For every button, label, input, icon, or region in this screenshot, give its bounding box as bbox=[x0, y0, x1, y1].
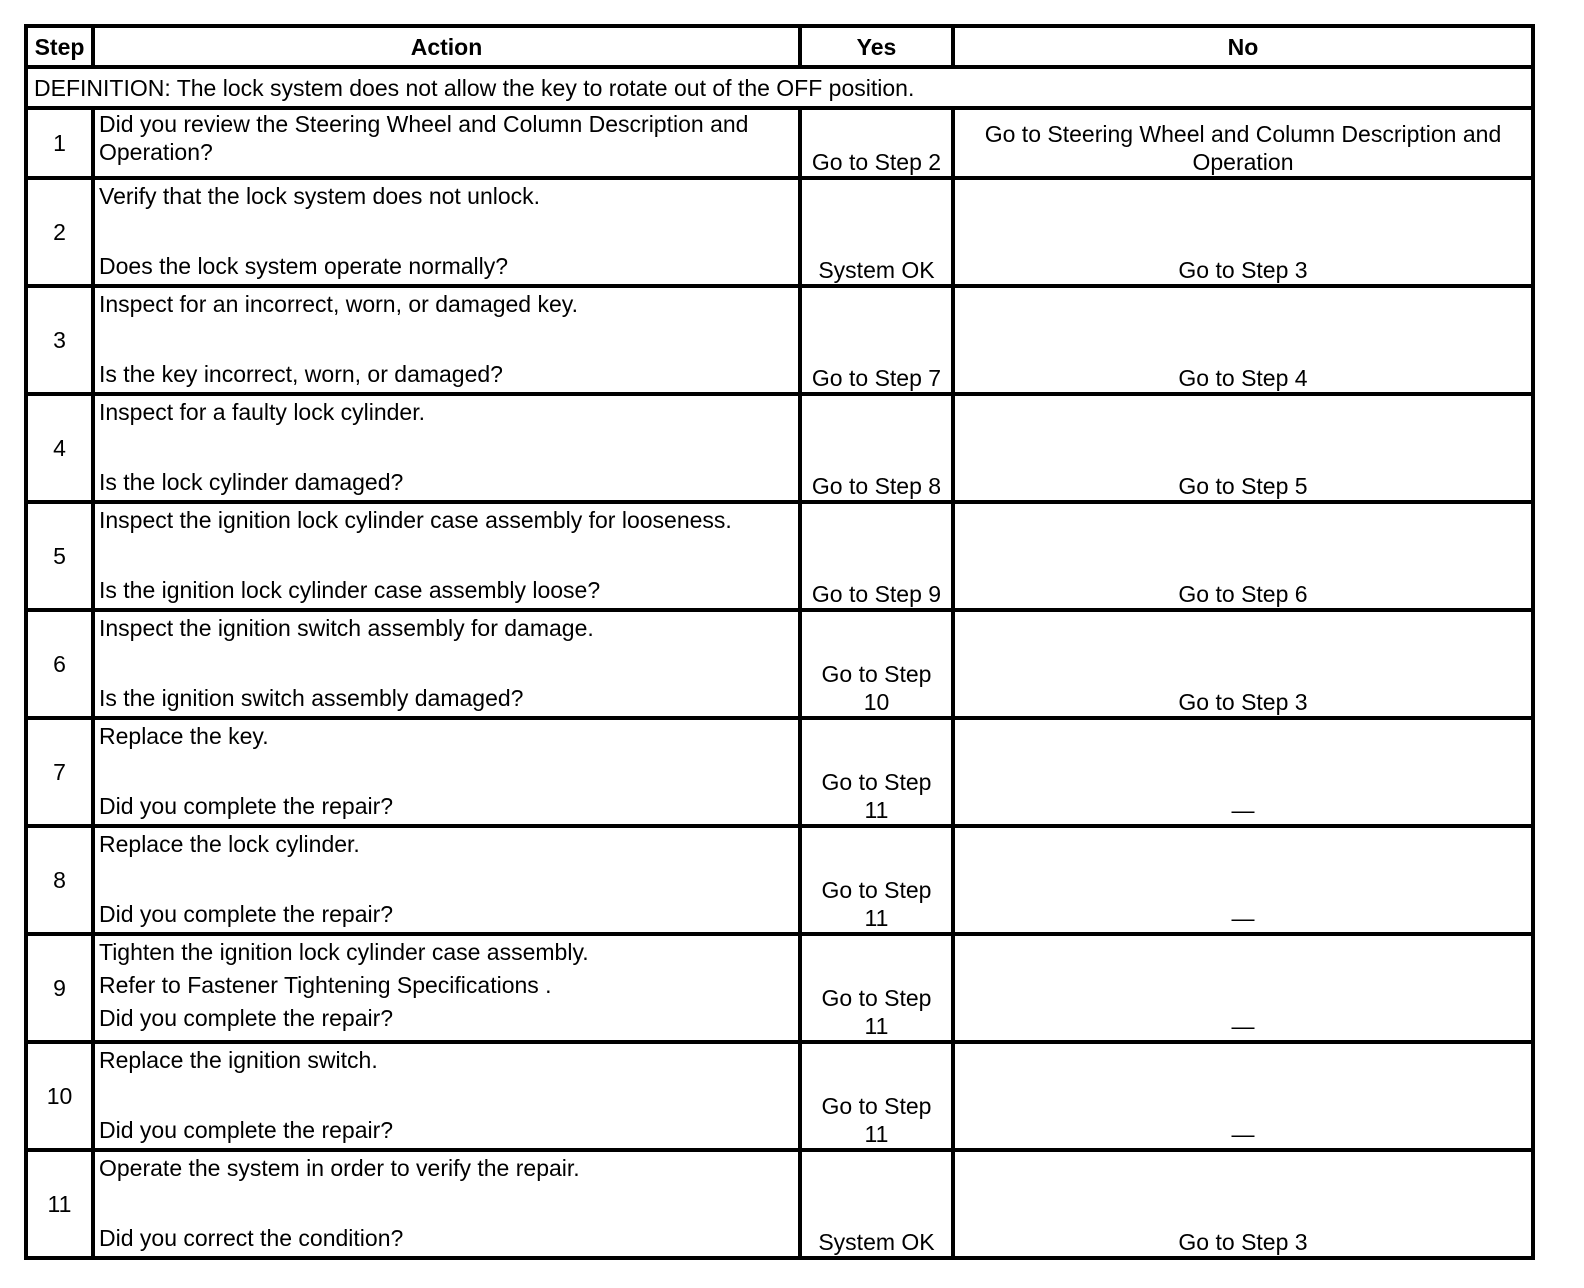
step-number: 8 bbox=[26, 826, 93, 934]
definition-row bbox=[26, 67, 1533, 108]
definition-text: DEFINITION: The lock system does not allow the key to rotate out of the OFF position. bbox=[26, 67, 1533, 108]
step-number: 5 bbox=[26, 502, 93, 610]
yes-cell: Go to Step 7 bbox=[800, 286, 953, 394]
action-question: Does the lock system operate normally? bbox=[99, 253, 509, 279]
no-cell: — bbox=[953, 718, 1533, 826]
yes-cell: Go to Step 10 bbox=[800, 610, 953, 718]
table-row bbox=[26, 934, 1533, 1042]
action-cell bbox=[93, 502, 800, 610]
action-cell bbox=[93, 1042, 800, 1150]
action-cell bbox=[93, 108, 800, 178]
header-yes: Yes bbox=[800, 26, 953, 67]
action-question: Is the key incorrect, worn, or damaged? bbox=[99, 361, 503, 387]
action-question: Did you complete the repair? bbox=[99, 1117, 394, 1143]
no-cell: Go to Step 6 bbox=[953, 502, 1533, 610]
action-text: Inspect the ignition switch assembly for damage. bbox=[99, 615, 594, 641]
step-number: 2 bbox=[26, 178, 93, 286]
table-row bbox=[26, 610, 1533, 718]
table-row bbox=[26, 502, 1533, 610]
yes-cell: System OK bbox=[800, 178, 953, 286]
step-number: 9 bbox=[26, 934, 93, 1042]
action-cell bbox=[93, 934, 800, 1042]
table-row bbox=[26, 178, 1533, 286]
step-number: 1 bbox=[26, 108, 93, 178]
yes-cell: Go to Step 9 bbox=[800, 502, 953, 610]
step-number: 7 bbox=[26, 718, 93, 826]
header-no: No bbox=[953, 26, 1533, 67]
header-action: Action bbox=[93, 26, 800, 67]
action-question: Is the ignition lock cylinder case assembly loose? bbox=[99, 577, 601, 603]
yes-cell: System OK bbox=[800, 1150, 953, 1258]
diagnostic-table bbox=[24, 24, 1535, 1260]
yes-cell: Go to Step 11 bbox=[800, 934, 953, 1042]
action-reference: Refer to Fastener Tightening Specifications . bbox=[99, 972, 552, 998]
action-question: Is the ignition switch assembly damaged? bbox=[99, 685, 524, 711]
action-question: Is the lock cylinder damaged? bbox=[99, 469, 404, 495]
action-cell bbox=[93, 826, 800, 934]
table-row bbox=[26, 718, 1533, 826]
action-question: Did you complete the repair? bbox=[99, 901, 394, 927]
table-row bbox=[26, 826, 1533, 934]
no-cell: Go to Step 3 bbox=[953, 178, 1533, 286]
yes-cell: Go to Step 2 bbox=[800, 108, 953, 178]
table-row bbox=[26, 286, 1533, 394]
no-cell: — bbox=[953, 934, 1533, 1042]
step-number: 10 bbox=[26, 1042, 93, 1150]
action-cell bbox=[93, 286, 800, 394]
action-question: Did you complete the repair? bbox=[99, 1005, 394, 1031]
action-text: Inspect for an incorrect, worn, or damaged key. bbox=[99, 291, 578, 317]
action-question: Did you complete the repair? bbox=[99, 793, 394, 819]
table-row bbox=[26, 108, 1533, 178]
step-number: 3 bbox=[26, 286, 93, 394]
action-cell bbox=[93, 718, 800, 826]
action-text: Replace the lock cylinder. bbox=[99, 831, 360, 857]
no-cell: Go to Steering Wheel and Column Description and Operation bbox=[953, 108, 1533, 178]
header-step: Step bbox=[26, 26, 93, 67]
action-text: Inspect for a faulty lock cylinder. bbox=[99, 399, 425, 425]
action-text: Inspect the ignition lock cylinder case assembly for looseness. bbox=[99, 507, 732, 533]
action-text: Operate the system in order to verify the repair. bbox=[99, 1155, 580, 1181]
action-cell bbox=[93, 178, 800, 286]
step-number: 4 bbox=[26, 394, 93, 502]
action-cell bbox=[93, 394, 800, 502]
step-number: 6 bbox=[26, 610, 93, 718]
yes-cell: Go to Step 11 bbox=[800, 1042, 953, 1150]
action-text: Replace the key. bbox=[99, 723, 269, 749]
no-cell: Go to Step 3 bbox=[953, 610, 1533, 718]
header-row bbox=[26, 26, 1533, 67]
no-cell: Go to Step 3 bbox=[953, 1150, 1533, 1258]
action-text: Tighten the ignition lock cylinder case assembly. bbox=[99, 939, 589, 965]
no-cell: — bbox=[953, 826, 1533, 934]
action-cell bbox=[93, 610, 800, 718]
step-number: 11 bbox=[26, 1150, 93, 1258]
action-cell bbox=[93, 1150, 800, 1258]
yes-cell: Go to Step 11 bbox=[800, 826, 953, 934]
action-question: Did you correct the condition? bbox=[99, 1225, 404, 1251]
action-text: Replace the ignition switch. bbox=[99, 1047, 378, 1073]
yes-cell: Go to Step 8 bbox=[800, 394, 953, 502]
table-row bbox=[26, 1150, 1533, 1258]
table-row bbox=[26, 394, 1533, 502]
no-cell: Go to Step 4 bbox=[953, 286, 1533, 394]
action-text: Did you review the Steering Wheel and Column Description and Operation? bbox=[99, 111, 749, 165]
no-cell: Go to Step 5 bbox=[953, 394, 1533, 502]
table-row bbox=[26, 1042, 1533, 1150]
action-text: Verify that the lock system does not unlock. bbox=[99, 183, 541, 209]
no-cell: — bbox=[953, 1042, 1533, 1150]
yes-cell: Go to Step 11 bbox=[800, 718, 953, 826]
